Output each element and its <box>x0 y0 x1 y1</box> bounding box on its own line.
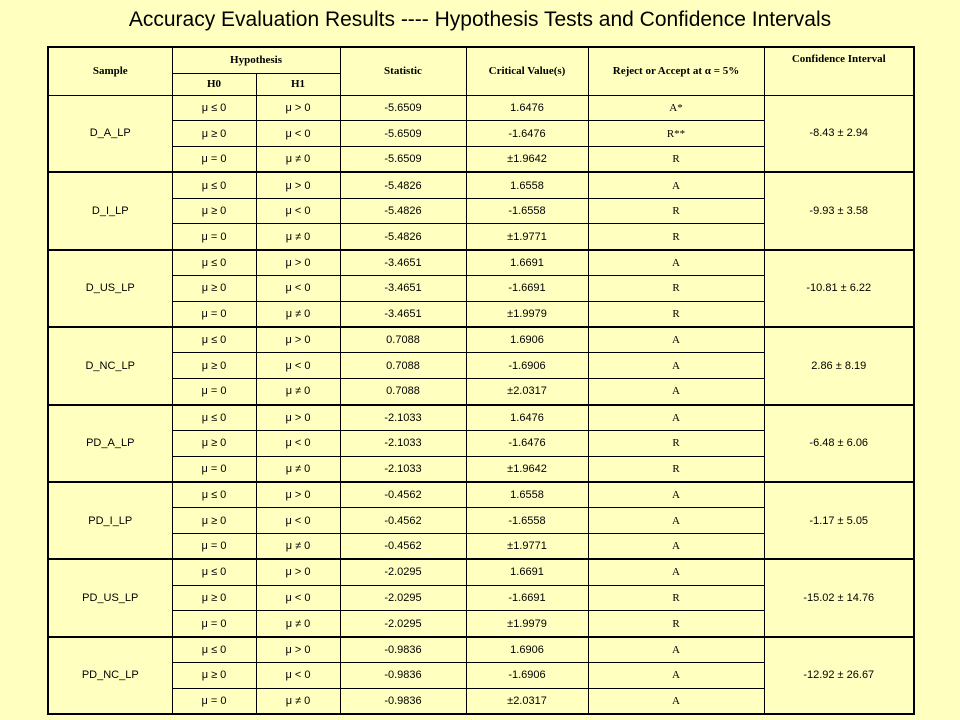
critical-value-cell: 1.6558 <box>466 172 588 198</box>
decision-cell: R <box>588 430 764 456</box>
decision-cell: A <box>588 663 764 689</box>
h0-cell: μ ≤ 0 <box>172 559 256 585</box>
sample-group <box>48 95 914 172</box>
h0-cell: μ = 0 <box>172 456 256 482</box>
confidence-interval-cell: -12.92 ± 26.67 <box>764 637 914 714</box>
decision-cell: R <box>588 585 764 611</box>
critical-value-cell: ±1.9771 <box>466 534 588 560</box>
statistic-cell: -5.4826 <box>340 224 466 250</box>
decision-cell: A <box>588 559 764 585</box>
table-row <box>48 172 914 198</box>
sample-group <box>48 405 914 482</box>
h0-cell: μ ≥ 0 <box>172 353 256 379</box>
sample-cell: D_US_LP <box>48 250 172 327</box>
h1-cell: μ > 0 <box>256 327 340 353</box>
critical-value-cell: ±1.9642 <box>466 147 588 173</box>
h0-cell: μ = 0 <box>172 611 256 637</box>
table-row <box>48 327 914 353</box>
sample-group <box>48 172 914 249</box>
critical-value-cell: 1.6906 <box>466 327 588 353</box>
confidence-interval-cell: -8.43 ± 2.94 <box>764 95 914 172</box>
statistic-cell: -3.4651 <box>340 301 466 327</box>
decision-cell: A <box>588 534 764 560</box>
h1-cell: μ > 0 <box>256 559 340 585</box>
decision-cell: R <box>588 456 764 482</box>
header-h0: H0 <box>172 73 256 95</box>
decision-cell: A <box>588 508 764 534</box>
h1-cell: μ < 0 <box>256 508 340 534</box>
sample-group <box>48 559 914 636</box>
results-table <box>47 46 915 715</box>
sample-group <box>48 250 914 327</box>
critical-value-cell: -1.6476 <box>466 430 588 456</box>
h1-cell: μ > 0 <box>256 405 340 431</box>
page-title: Accuracy Evaluation Results ---- Hypothesis Tests and Confidence Intervals <box>128 8 832 31</box>
critical-value-cell: -1.6476 <box>466 121 588 147</box>
header-statistic: Statistic <box>340 47 466 95</box>
h0-cell: μ = 0 <box>172 688 256 714</box>
h1-cell: μ < 0 <box>256 353 340 379</box>
h1-cell: μ < 0 <box>256 121 340 147</box>
decision-cell: R <box>588 611 764 637</box>
statistic-cell: -5.4826 <box>340 198 466 224</box>
critical-value-cell: -1.6906 <box>466 663 588 689</box>
h1-cell: μ ≠ 0 <box>256 534 340 560</box>
decision-cell: A <box>588 637 764 663</box>
h1-cell: μ < 0 <box>256 585 340 611</box>
critical-value-cell: 1.6691 <box>466 250 588 276</box>
statistic-cell: -0.9836 <box>340 637 466 663</box>
h1-cell: μ ≠ 0 <box>256 611 340 637</box>
decision-cell: A <box>588 250 764 276</box>
decision-cell: A <box>588 172 764 198</box>
statistic-cell: -3.4651 <box>340 250 466 276</box>
sample-cell: D_I_LP <box>48 172 172 249</box>
statistic-cell: -2.1033 <box>340 456 466 482</box>
decision-cell: A <box>588 688 764 714</box>
sample-group <box>48 637 914 714</box>
header-h1: H1 <box>256 73 340 95</box>
decision-cell: R <box>588 301 764 327</box>
h1-cell: μ ≠ 0 <box>256 456 340 482</box>
decision-cell: A* <box>588 95 764 121</box>
h1-cell: μ < 0 <box>256 198 340 224</box>
confidence-interval-cell: -10.81 ± 6.22 <box>764 250 914 327</box>
confidence-interval-cell: -15.02 ± 14.76 <box>764 559 914 636</box>
sample-cell: D_NC_LP <box>48 327 172 404</box>
confidence-interval-cell: -6.48 ± 6.06 <box>764 405 914 482</box>
h0-cell: μ ≤ 0 <box>172 637 256 663</box>
h1-cell: μ > 0 <box>256 95 340 121</box>
decision-cell: A <box>588 327 764 353</box>
critical-value-cell: -1.6558 <box>466 508 588 534</box>
statistic-cell: -2.0295 <box>340 559 466 585</box>
statistic-cell: -5.4826 <box>340 172 466 198</box>
statistic-cell: -3.4651 <box>340 276 466 302</box>
h0-cell: μ ≤ 0 <box>172 482 256 508</box>
decision-cell: A <box>588 379 764 405</box>
h0-cell: μ ≥ 0 <box>172 508 256 534</box>
h0-cell: μ ≥ 0 <box>172 585 256 611</box>
decision-cell: R <box>588 198 764 224</box>
h1-cell: μ ≠ 0 <box>256 379 340 405</box>
critical-value-cell: 1.6906 <box>466 637 588 663</box>
table-row <box>48 250 914 276</box>
decision-cell: A <box>588 405 764 431</box>
sample-group <box>48 482 914 559</box>
statistic-cell: -0.9836 <box>340 688 466 714</box>
statistic-cell: -2.0295 <box>340 585 466 611</box>
h1-cell: μ ≠ 0 <box>256 301 340 327</box>
sample-cell: D_A_LP <box>48 95 172 172</box>
h0-cell: μ = 0 <box>172 147 256 173</box>
h1-cell: μ > 0 <box>256 637 340 663</box>
h0-cell: μ ≤ 0 <box>172 405 256 431</box>
critical-value-cell: ±1.9979 <box>466 611 588 637</box>
statistic-cell: -2.0295 <box>340 611 466 637</box>
table-header <box>48 47 914 95</box>
decision-cell: R** <box>588 121 764 147</box>
table-row <box>48 482 914 508</box>
table-row <box>48 405 914 431</box>
decision-cell: R <box>588 224 764 250</box>
h0-cell: μ = 0 <box>172 301 256 327</box>
h0-cell: μ = 0 <box>172 534 256 560</box>
h0-cell: μ ≤ 0 <box>172 95 256 121</box>
decision-cell: A <box>588 482 764 508</box>
h0-cell: μ ≥ 0 <box>172 121 256 147</box>
decision-cell: A <box>588 353 764 379</box>
statistic-cell: -5.6509 <box>340 95 466 121</box>
h0-cell: μ ≤ 0 <box>172 172 256 198</box>
h0-cell: μ ≥ 0 <box>172 430 256 456</box>
header-hypothesis: Hypothesis <box>172 47 340 73</box>
statistic-cell: 0.7088 <box>340 379 466 405</box>
h1-cell: μ ≠ 0 <box>256 147 340 173</box>
statistic-cell: -0.9836 <box>340 663 466 689</box>
confidence-interval-cell: -1.17 ± 5.05 <box>764 482 914 559</box>
critical-value-cell: 1.6558 <box>466 482 588 508</box>
header-sample: Sample <box>48 47 172 95</box>
sample-cell: PD_A_LP <box>48 405 172 482</box>
h1-cell: μ ≠ 0 <box>256 224 340 250</box>
critical-value-cell: -1.6558 <box>466 198 588 224</box>
h0-cell: μ ≤ 0 <box>172 327 256 353</box>
header-reject-accept: Reject or Accept at α = 5% <box>588 47 764 95</box>
decision-cell: R <box>588 276 764 302</box>
confidence-interval-cell: 2.86 ± 8.19 <box>764 327 914 404</box>
statistic-cell: -0.4562 <box>340 482 466 508</box>
table-row <box>48 559 914 585</box>
critical-value-cell: ±2.0317 <box>466 688 588 714</box>
h0-cell: μ = 0 <box>172 379 256 405</box>
sample-group <box>48 327 914 404</box>
critical-value-cell: ±1.9642 <box>466 456 588 482</box>
critical-value-cell: ±1.9771 <box>466 224 588 250</box>
h0-cell: μ = 0 <box>172 224 256 250</box>
critical-value-cell: ±1.9979 <box>466 301 588 327</box>
statistic-cell: -2.1033 <box>340 405 466 431</box>
critical-value-cell: -1.6691 <box>466 585 588 611</box>
sample-cell: PD_NC_LP <box>48 637 172 714</box>
h1-cell: μ ≠ 0 <box>256 688 340 714</box>
statistic-cell: -5.6509 <box>340 147 466 173</box>
statistic-cell: -0.4562 <box>340 508 466 534</box>
statistic-cell: 0.7088 <box>340 327 466 353</box>
h0-cell: μ ≥ 0 <box>172 198 256 224</box>
statistic-cell: -5.6509 <box>340 121 466 147</box>
table-row <box>48 95 914 121</box>
header-critical-value: Critical Value(s) <box>466 47 588 95</box>
header-confidence-interval: Confidence Interval <box>764 47 914 95</box>
h0-cell: μ ≥ 0 <box>172 663 256 689</box>
critical-value-cell: -1.6691 <box>466 276 588 302</box>
h0-cell: μ ≥ 0 <box>172 276 256 302</box>
critical-value-cell: 1.6476 <box>466 95 588 121</box>
table-row <box>48 637 914 663</box>
critical-value-cell: 1.6691 <box>466 559 588 585</box>
statistic-cell: -0.4562 <box>340 534 466 560</box>
statistic-cell: 0.7088 <box>340 353 466 379</box>
h1-cell: μ > 0 <box>256 482 340 508</box>
h1-cell: μ > 0 <box>256 172 340 198</box>
confidence-interval-cell: -9.93 ± 3.58 <box>764 172 914 249</box>
h1-cell: μ < 0 <box>256 663 340 689</box>
h1-cell: μ < 0 <box>256 276 340 302</box>
critical-value-cell: ±2.0317 <box>466 379 588 405</box>
h1-cell: μ < 0 <box>256 430 340 456</box>
critical-value-cell: -1.6906 <box>466 353 588 379</box>
decision-cell: R <box>588 147 764 173</box>
sample-cell: PD_I_LP <box>48 482 172 559</box>
h1-cell: μ > 0 <box>256 250 340 276</box>
sample-cell: PD_US_LP <box>48 559 172 636</box>
statistic-cell: -2.1033 <box>340 430 466 456</box>
h0-cell: μ ≤ 0 <box>172 250 256 276</box>
critical-value-cell: 1.6476 <box>466 405 588 431</box>
